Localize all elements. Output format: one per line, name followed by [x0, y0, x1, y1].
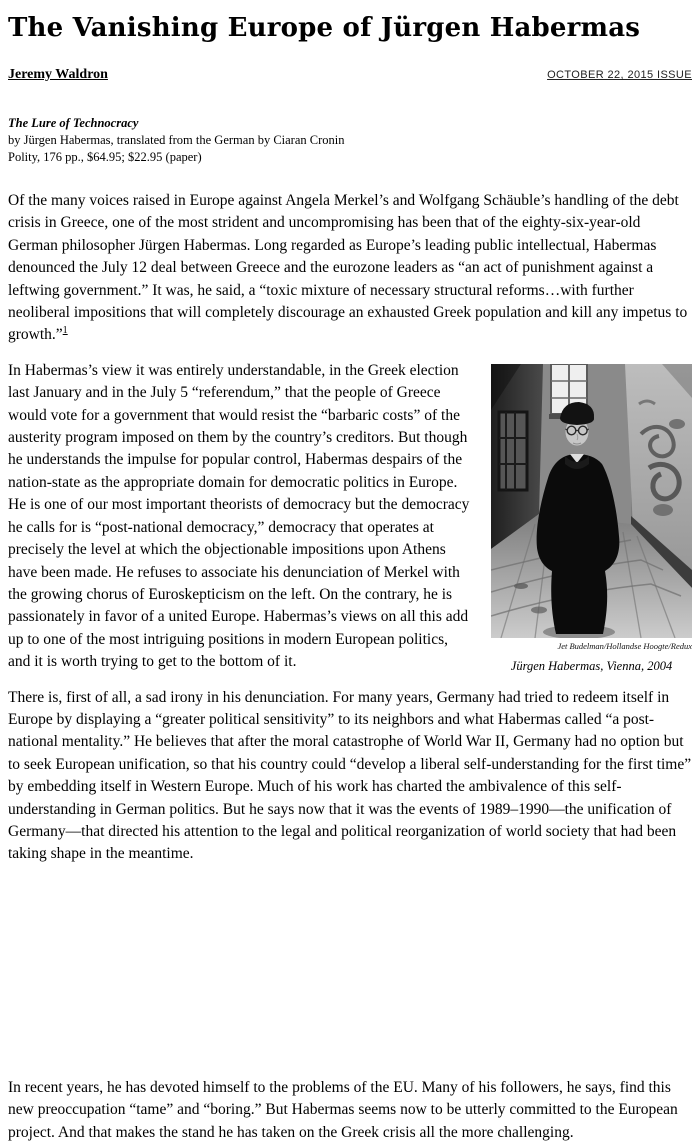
author-link[interactable]: Jeremy Waldron — [8, 67, 108, 82]
book-author-line: by Jürgen Habermas, translated from the German by Ciaran Cronin — [8, 133, 345, 147]
article-figure — [491, 364, 692, 674]
paragraph-4: In recent years, he has devoted himself to the problems of the EU. Many of his followers, he says, find this new preoccupation “tame” and “boring.” But Habermas seems now to be utterly committed to the European project. And that makes the stand he has taken on the Greek crisis all the more challenging. — [8, 1078, 678, 1141]
footnote-1-link[interactable]: 1 — [62, 325, 68, 337]
content-gap — [8, 879, 692, 1077]
photo-caption: Jürgen Habermas, Vienna, 2004 — [510, 658, 673, 673]
paragraph-3: There is, first of all, a sad irony in his denunciation. For many years, Germany had tried to redeem itself in Europe by displaying a “greater political sensitivity” to its neighbors and what Habermas called “a post-national mentality.” He believes that after the moral catastrophe of World War II, Germany had no option but to seek European unification, so that his country could “develop a liberal self-understanding for the first time” by embedding itself in Western Europe. Much of his work has charted the ambivalence of this self-understanding in German politics. But he says now that it was the events of 1989–1990—the unification of Germany—that directed his attention to the legal and political reorganization of world society that had been taking shape in the meantime. — [8, 688, 692, 863]
byline-row — [8, 67, 692, 83]
paragraph-1-text: Of the many voices raised in Europe against Angela Merkel’s and Wolfgang Schäuble’s handling of the debt crisis in Greece, one of the most strident and uncompromising has been that of the eighty-six-year-old German philosopher Jürgen Habermas. Long regarded as Europe’s leading public intellectual, Habermas denounced the July 12 deal between Greece and the eurozone leaders as “an act of punishment against a leftwing government.” It was, he said, a “toxic mixture of necessary structural reforms…with further neoliberal impositions that will completely discourage an exhausted Greek population and kill any impetus to growth.” — [8, 192, 688, 344]
habermas-alley-photo — [491, 364, 692, 638]
article-body — [8, 190, 692, 1144]
page-title: The Vanishing Europe of Jürgen Habermas — [8, 13, 641, 43]
photo-credit: Jet Budelman/Hollandse Hoogte/Redux — [557, 640, 692, 651]
paragraph-1 — [8, 190, 692, 347]
paragraph-2: In Habermas’s view it was entirely understandable, in the Greek election last January and in the July 5 “referendum,” that the people of Greece would vote for a government that would resist the “barbaric costs” of the austerity program imposed on them by the country’s creditors. But though he understands the impulse for popular control, Habermas despairs of the nation-state as the appropriate domain for democratic politics in Europe. He is one of our most important theorists of democracy but the democracy he calls for is “post-national democracy,” democracy that operates at precisely the level at which the objectionable impositions upon Athens have been made. He refuses to associate his denunciation of Merkel with the growing chorus of Euroskepticism on the left. On the contrary, he is passionately in favor of a united Europe. Habermas’s views on all this add up to one of the most intriguing positions in modern European politics, and it is worth trying to get to the bottom of it. — [8, 361, 470, 671]
reviewed-book-info — [8, 115, 692, 166]
issue-date-link[interactable]: OCTOBER 22, 2015 ISSUE — [547, 69, 692, 81]
book-publisher-line: Polity, 176 pp., $64.95; $22.95 (paper) — [8, 150, 202, 164]
book-title: The Lure of Technocracy — [8, 116, 139, 130]
